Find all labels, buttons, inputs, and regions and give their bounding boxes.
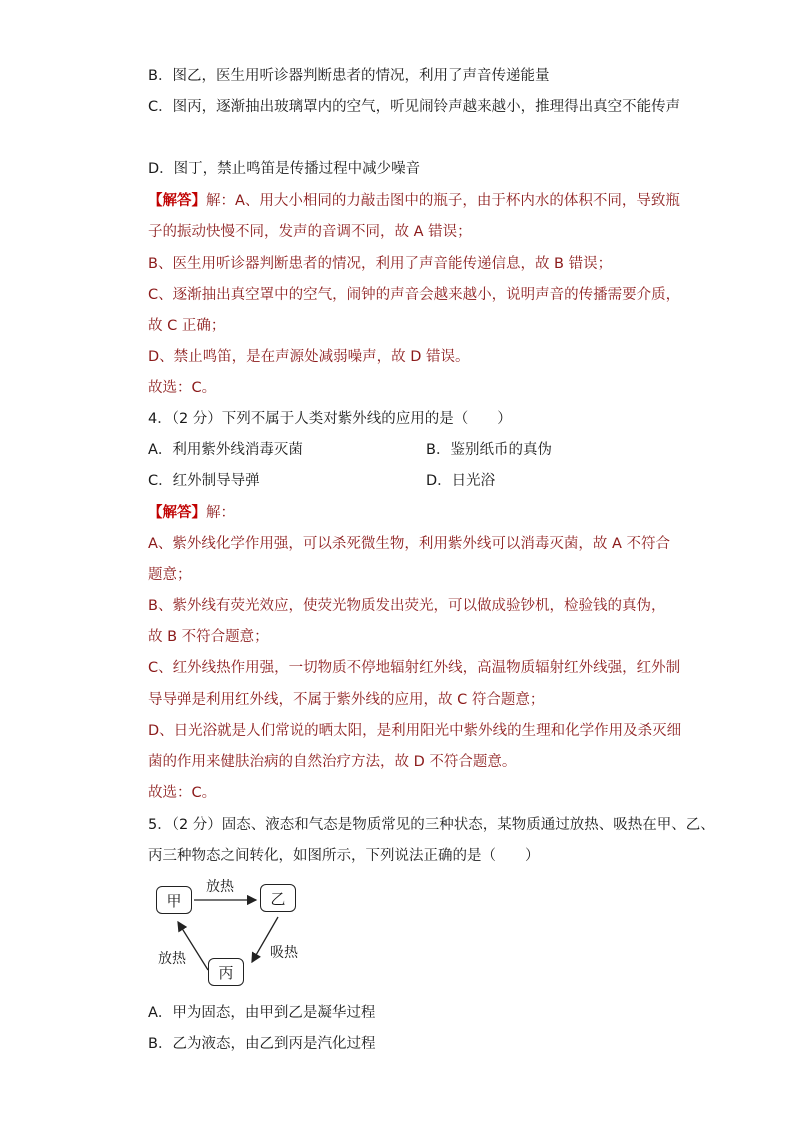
q4-option-d: D．日光浴 xyxy=(426,473,496,489)
q3-option-b: B．图乙，医生用听诊器判断患者的情况，利用了声音传递能量 xyxy=(148,68,550,84)
q3-select: 故选：C。 xyxy=(148,380,217,396)
q4-answer-line-2: 题意； xyxy=(148,567,192,583)
q5-option-b: B．乙为液态，由乙到丙是汽化过程 xyxy=(148,1036,376,1052)
label-bing-jia: 放热 xyxy=(158,951,186,967)
q3-answer-line-1: 【解答】解：A、用大小相同的力敲击图中的瓶子，由于杯内水的体积不同，导致瓶 xyxy=(148,193,680,209)
q3-answer-line-3: B、医生用听诊器判断患者的情况，利用了声音能传递信息，故 B 错误； xyxy=(148,256,613,272)
q4-stem: 4．（2 分）下列不属于人类对紫外线的应用的是（ ） xyxy=(148,411,512,427)
q4-select: 故选：C。 xyxy=(148,785,217,801)
q4-answer-line-8: 菌的作用来健肤治病的自然治疗方法，故 D 不符合题意。 xyxy=(148,754,517,770)
state-transition-diagram xyxy=(148,870,318,995)
q5-option-a: A．甲为固态，由甲到乙是凝华过程 xyxy=(148,1005,376,1021)
q5-stem-line-1: 5．（2 分）固态、液态和气态是物质常见的三种状态，某物质通过放热、吸热在甲、乙、 xyxy=(148,817,715,833)
node-jia: 甲 xyxy=(156,886,192,914)
q3-answer-line-6: D、禁止鸣笛，是在声源处减弱噪声，故 D 错误。 xyxy=(148,349,470,365)
q4-answer-line-7: D、日光浴就是人们常说的晒太阳，是利用阳光中紫外线的生理和化学作用及杀灭细 xyxy=(148,723,682,739)
q4-answer-tag: 【解答】 xyxy=(148,505,206,521)
node-bing: 丙 xyxy=(208,958,244,986)
q4-answer-line-5: C、红外线热作用强，一切物质不停地辐射红外线，高温物质辐射红外线强，红外制 xyxy=(148,660,681,676)
q5-stem-line-2: 丙三种物态之间转化，如图所示，下列说法正确的是（ ） xyxy=(148,848,540,864)
q4-answer-line-1: A、紫外线化学作用强，可以杀死微生物，利用紫外线可以消毒灭菌，故 A 不符合 xyxy=(148,536,671,552)
q4-answer-head: 【解答】解： xyxy=(148,505,235,521)
q4-option-c: C．红外制导导弹 xyxy=(148,473,260,489)
q3-option-d: D．图丁，禁止鸣笛是传播过程中减少噪音 xyxy=(148,161,421,177)
q3-option-c: C．图丙，逐渐抽出玻璃罩内的空气，听见闹铃声越来越小，推理得出真空不能传声 xyxy=(148,99,681,115)
q3-answer-tag: 【解答】 xyxy=(148,193,206,209)
q4-answer-line-3: B、紫外线有荧光效应，使荧光物质发出荧光，可以做成验钞机，检验钱的真伪， xyxy=(148,598,666,614)
node-yi: 乙 xyxy=(260,884,296,912)
q4-answer-line-4: 故 B 不符合题意； xyxy=(148,629,269,645)
label-yi-bing: 吸热 xyxy=(270,945,298,961)
label-jia-yi: 放热 xyxy=(206,879,234,895)
q4-option-a: A．利用紫外线消毒灭菌 xyxy=(148,442,303,458)
q3-answer-line-5: 故 C 正确； xyxy=(148,318,226,334)
q4-option-b: B．鉴别纸币的真伪 xyxy=(426,442,552,458)
q3-answer-line-2: 子的振动快慢不同，发声的音调不同，故 A 错误； xyxy=(148,224,472,240)
q3-answer-line-4: C、逐渐抽出真空罩中的空气，闹钟的声音会越来越小，说明声音的传播需要介质， xyxy=(148,287,681,303)
q4-answer-line-6: 导导弹是利用红外线，不属于紫外线的应用，故 C 符合题意； xyxy=(148,692,545,708)
